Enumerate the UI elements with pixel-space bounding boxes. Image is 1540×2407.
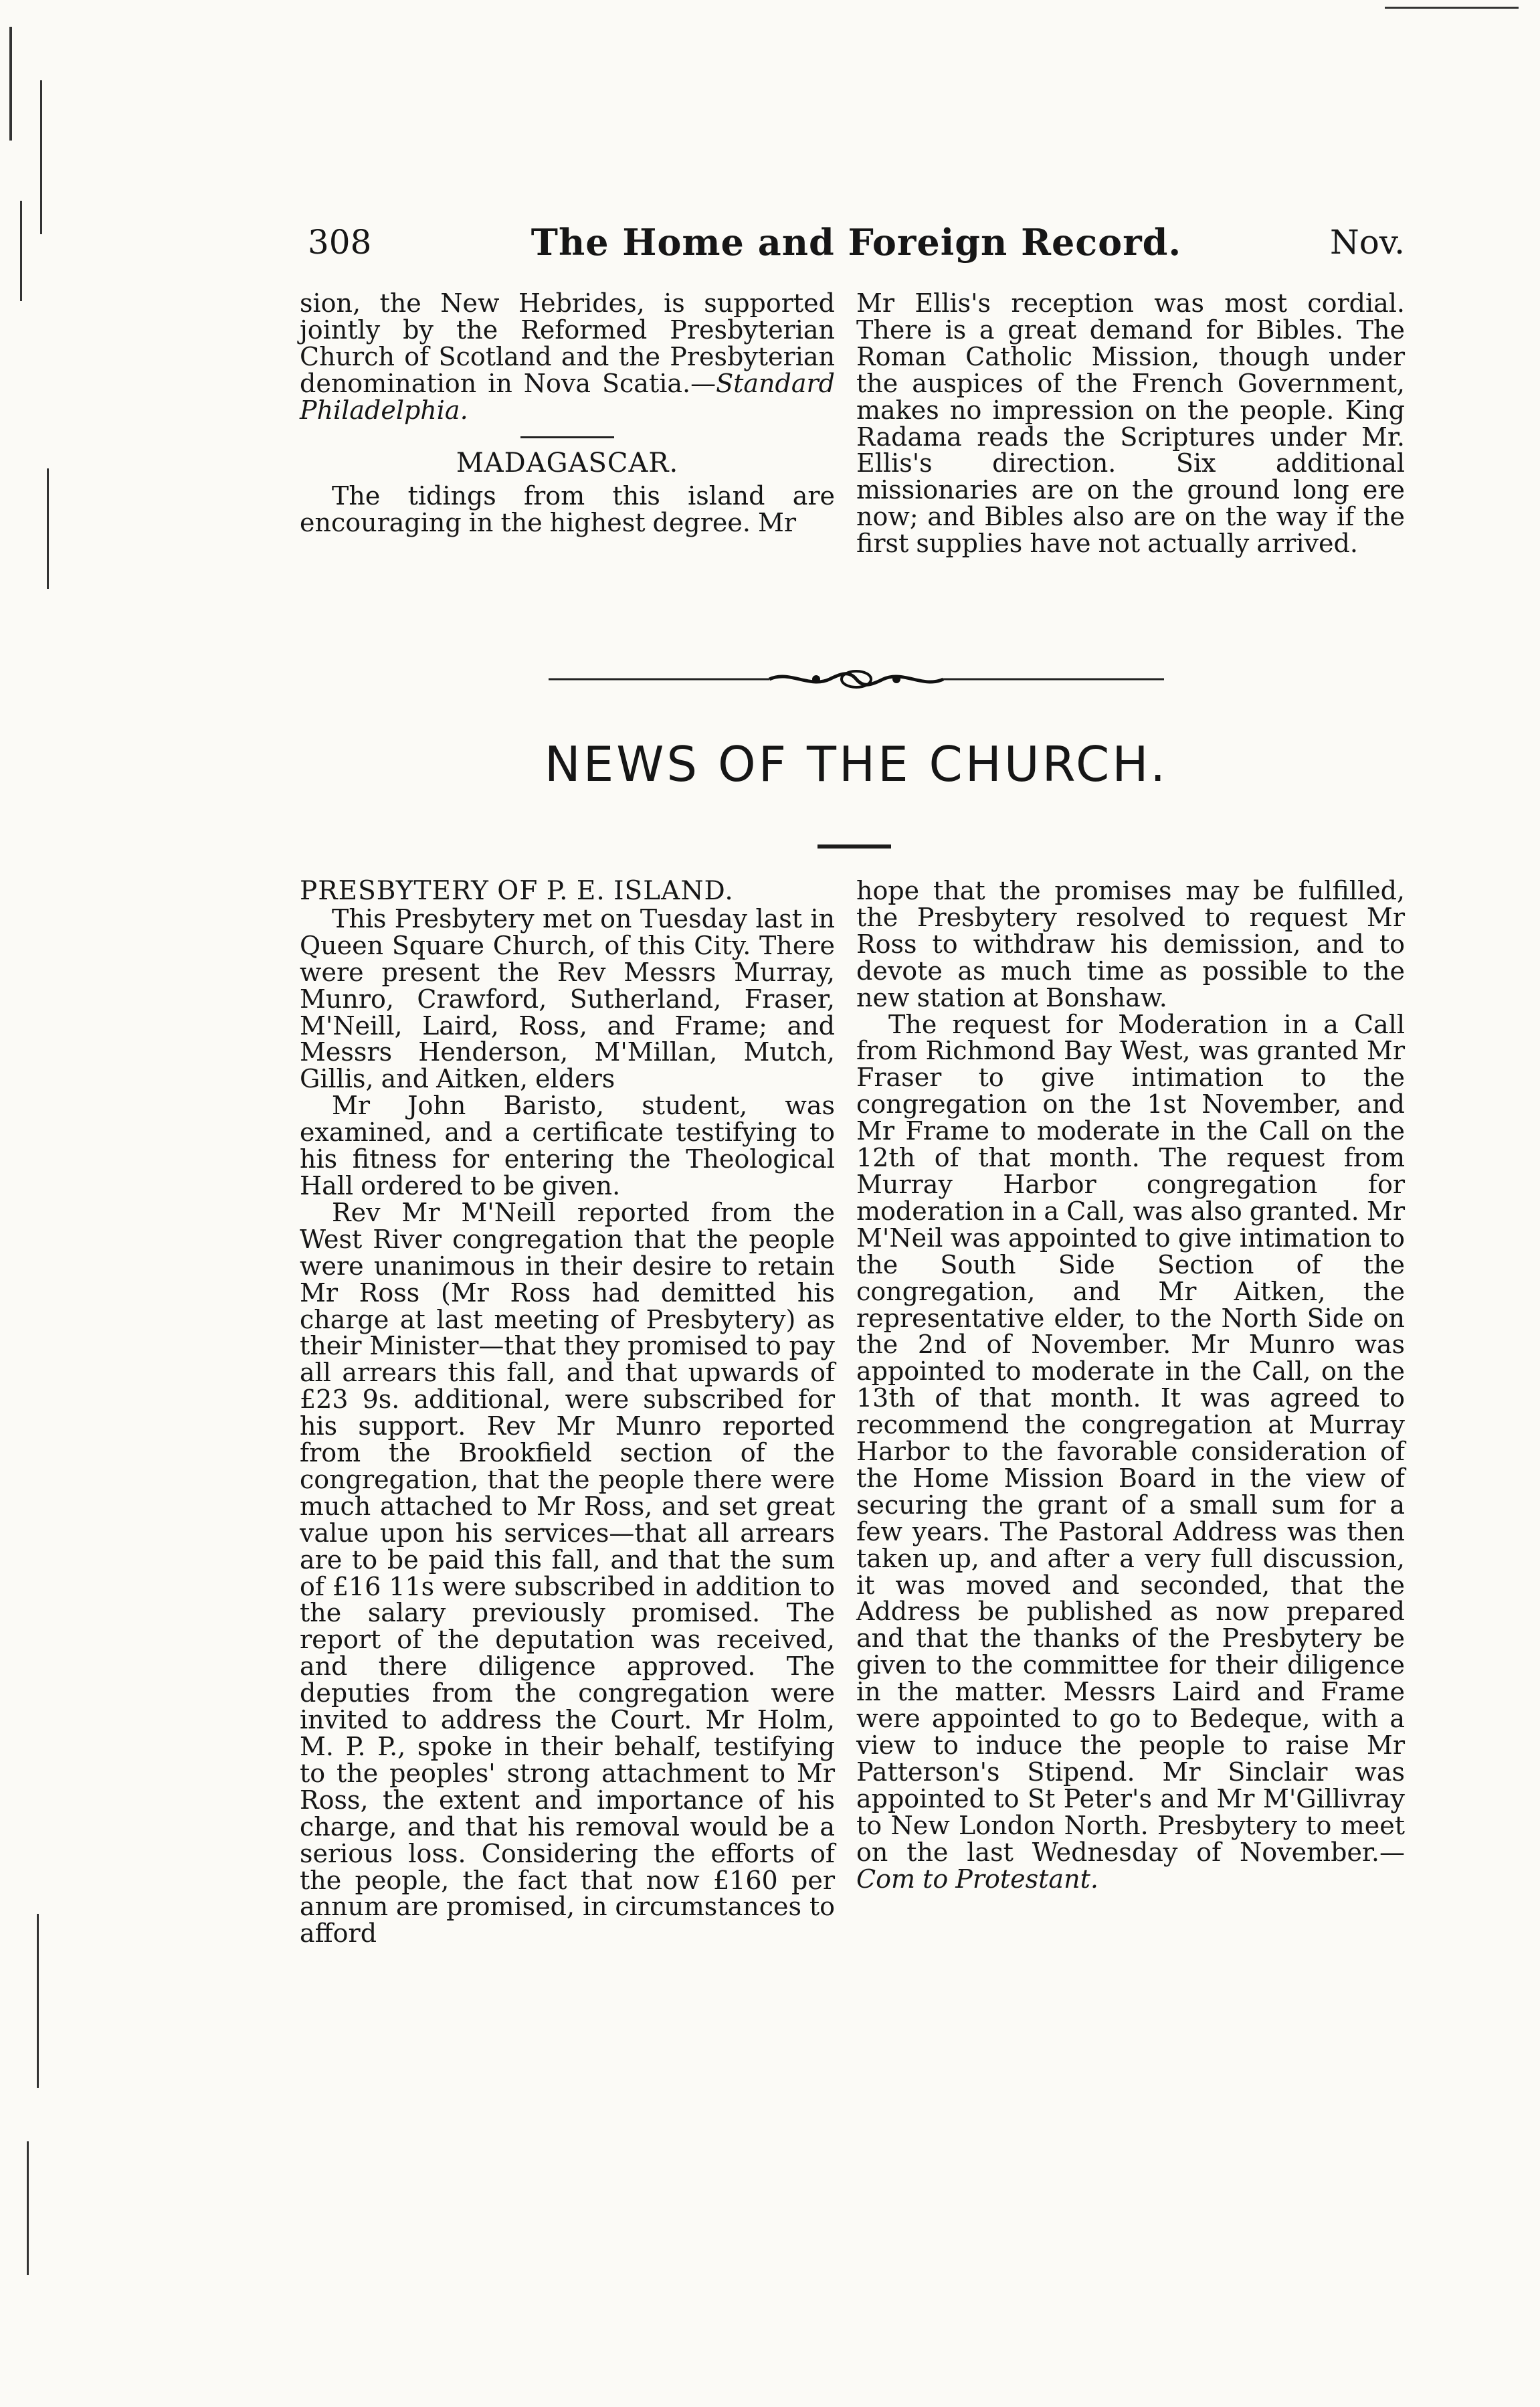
- paragraph: Mr John Baristo, student, was examined, and a certificate testifying to his fitness for entering the Theological Hall ordered to be given.: [300, 1091, 835, 1200]
- article-right-column: [856, 878, 1405, 1892]
- section-heading: MADAGASCAR.: [456, 447, 679, 478]
- paragraph: This Presbytery met on Tuesday last in Queen Square Church, of this City. There were present the Rev Messrs Murray, Munro, Crawford, Sutherland, Fraser, M'Neill, Laird, Ross, and Frame; and Messrs Henderson, M'Millan, Mutch, Gillis, and Aitken, elders: [300, 903, 835, 1094]
- scan-mark: [47, 468, 49, 589]
- issue-month: Nov.: [1329, 223, 1405, 262]
- banner-underline: [817, 844, 891, 849]
- continued-paragraph: Mr Ellis's reception was most cordial. There is a great demand for Bibles. The Roman Catholic Mission, though under the auspices of the French Government, makes no impression on the people. King Radama reads the Scriptures under Mr. Ellis's direction. Six additional missionaries are on the ground long ere now; and Bibles also are on the way if the first supplies have not actually arrived.: [856, 288, 1405, 559]
- scan-mark: [27, 2141, 29, 2275]
- article-left-column: [300, 878, 835, 1947]
- top-right-column: [856, 290, 1405, 557]
- scan-mark: [37, 1914, 39, 2088]
- source-citation: Standard Philadelphia.: [300, 368, 835, 425]
- page-number: 308: [308, 223, 372, 262]
- scan-mark: [1385, 7, 1519, 9]
- continued-paragraph: sion, the New Hebrides, is supported jointly by the Reformed Presbyterian Church of Scotland and the Presbyterian denomination in Nova Scatia.—Standard Philadelphia.: [300, 288, 835, 425]
- paragraph: The tidings from this island are encouraging in the highest degree. Mr: [300, 481, 835, 538]
- scan-mark: [20, 201, 22, 301]
- paragraph: hope that the promises may be fulfilled, the Presbytery resolved to request Mr Ross to withdraw his demission, and to devote as much time as possible to the new station at Bonshaw.: [856, 876, 1405, 1012]
- top-left-column: [300, 290, 835, 537]
- article-heading: PRESBYTERY OF P. E. ISLAND.: [300, 876, 734, 906]
- scan-mark: [40, 80, 42, 234]
- journal-title: The Home and Foreign Record.: [531, 221, 1182, 264]
- source-citation: Com to Protestant.: [856, 1864, 1098, 1894]
- paragraph: The request for Moderation in a Call from Richmond Bay West, was granted Mr Fraser to give intimation to the congregation on the 1st November, and Mr Frame to moderate in the Call on the 12th of that month. The request from Murray Harbor congregation for moderation in a Call, was also granted. Mr M'Neil was appointed to give intimation to the South Side Section of the congregation, and Mr Aitken, the representative elder, to the North Side on the 2nd of November. Mr Munro was appointed to moderate in the Call, on the 13th of that month. It was agreed to recommend the congregation at Murray Harbor to the favorable consideration of the Home Mission Board in the view of securing the grant of a small sum for a few years. The Pastoral Address was then taken up, and after a very full discussion, it was moved and seconded, that the Address be published as now prepared and that the thanks of the Presbytery be given to the committee for their diligence in the matter. Messrs Laird and Frame were appointed to go to Bedeque, with a view to induce the people to raise Mr Patterson's Stipend. Mr Sinclair was appointed to St Peter's and Mr M'Gillivray to New London North. Presbytery to meet on the last Wednesday of November.—Com to Protestant.: [856, 1009, 1405, 1894]
- section-divider: [520, 436, 614, 438]
- running-head: [308, 215, 1405, 269]
- section-banner: NEWS OF THE CHURCH.: [544, 736, 1169, 792]
- scan-mark: [9, 27, 12, 141]
- ornamental-divider-icon: [549, 666, 1164, 693]
- paragraph: Rev Mr M'Neill reported from the West River congregation that the people were unanimous in their desire to retain Mr Ross (Mr Ross had demitted his charge at last meeting of Presbytery) as their Minister—that they promised to pay all arrears this fall, and that upwards of £23 9s. additional, were subscribed for his support. Rev Mr Munro reported from the Brookfield section of the congregation, that the people there were much attached to Mr Ross, and set great value upon his services—that all arrears are to be paid this fall, and that the sum of £16 11s were subscribed in addition to the salary previously promised. The report of the deputation was received, and there diligence approved. The deputies from the congregation were invited to address the Court. Mr Holm, M. P. P., spoke in their behalf, testifying to the peoples' strong attachment to Mr Ross, the extent and importance of his charge, and that his removal would be a serious loss. Considering the efforts of the people, the fact that now £160 per annum are promised, in circumstances to afford: [300, 1197, 835, 1949]
